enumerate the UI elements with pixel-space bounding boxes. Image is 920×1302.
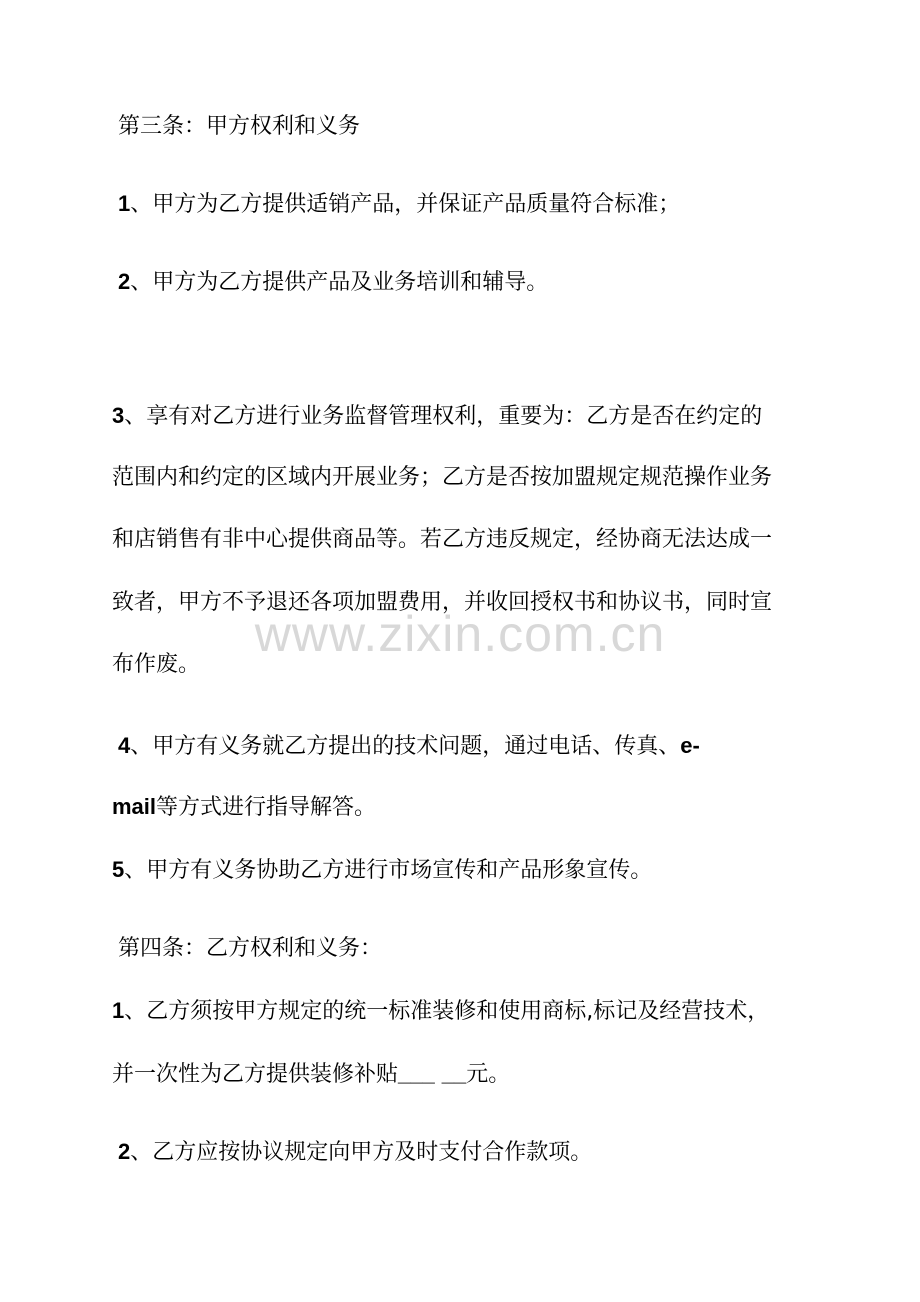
article-3-item-3-line-1 [112,401,762,432]
amount-blank: __ [441,1061,467,1086]
article-3-item-3-line-4: 致者，甲方不予退还各项加盟费用，并收回授权书和协议书，同时宣 [112,590,773,615]
amount-blank: ___ [398,1061,435,1086]
article-3-item-3-line-5: 布作废。 [112,652,201,677]
item-text: 等方式进行指导解答。 [156,795,377,820]
item-text: 、甲方为乙方提供适销产品，并保证产品质量符合标准； [130,192,681,217]
article-3-item-5 [112,855,652,886]
article-3-heading: 第三条：甲方权利和义务 [118,114,361,139]
item-number: 5 [112,857,125,882]
article-3-item-3-line-2: 范围内和约定的区域内开展业务；乙方是否按加盟规定规范操作业务 [112,465,773,490]
item-text: 、甲方为乙方提供产品及业务培训和辅导。 [130,270,549,295]
item-text: 、享有对乙方进行业务监督管理权利，重要为：乙方是否在约定的 [124,404,763,429]
item-text: 、甲方有义务协助乙方进行市场宣传和产品形象宣传。 [124,858,653,883]
item-text: 、乙方须按甲方规定的统一标准装修和使用商标,标记及经营技术， [124,999,770,1024]
item-number: 3 [112,403,125,428]
item-text: 、乙方应按协议规定向甲方及时支付合作款项。 [130,1140,593,1165]
watermark: www.zixin.com.cn [254,606,666,662]
item-text: 并一次性为乙方提供装修补贴 [112,1062,399,1087]
article-4-item-1-line-1 [112,996,769,1027]
item-number: 1 [118,191,131,216]
article-4-item-1-line-2 [112,1059,510,1090]
item-number: 2 [118,1139,131,1164]
item-number: 1 [112,998,125,1023]
article-3-item-3-line-3: 和店销售有非中心提供商品等。若乙方违反规定，经协商无法达成一 [112,527,773,552]
article-3-item-4-line-1 [118,731,700,762]
article-3-item-1 [118,189,680,220]
email-suffix: mail [112,794,157,819]
item-text: 、甲方有义务就乙方提出的技术问题，通过电话、传真、 [130,734,681,759]
item-number: 2 [118,269,131,294]
article-4-item-2 [118,1137,592,1168]
item-text: 元。 [466,1062,511,1087]
item-number: 4 [118,733,131,758]
article-4-heading: 第四条：乙方权利和义务： [118,936,383,961]
article-3-item-2 [118,267,548,298]
article-3-item-4-line-2 [112,792,376,823]
email-prefix: e- [680,733,700,758]
